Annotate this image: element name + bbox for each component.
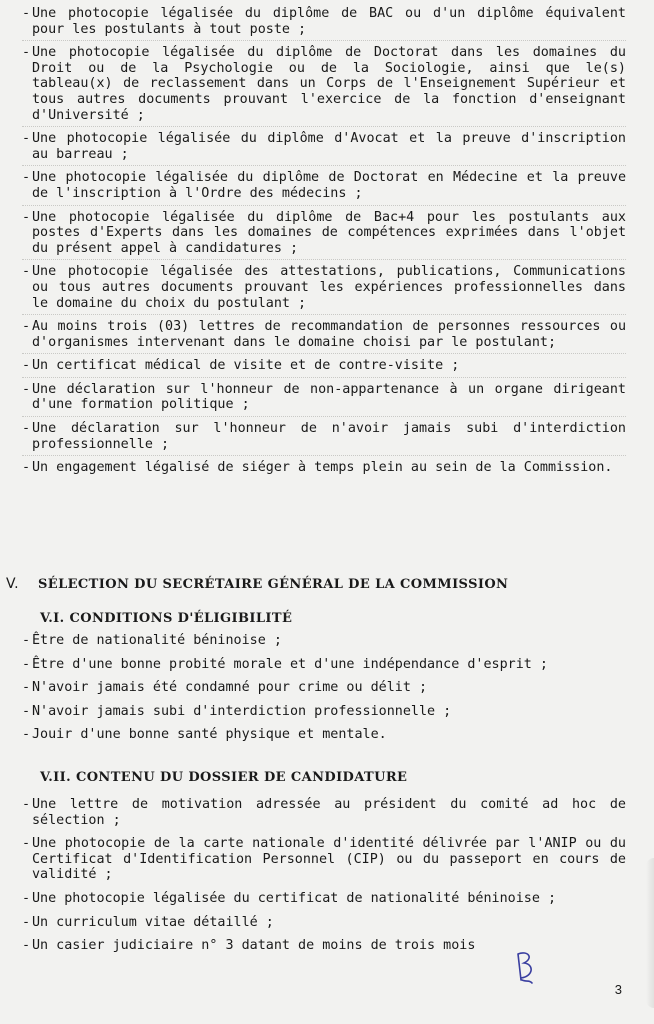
list-item-text: Un curriculum vitae détaillé ; [32,914,274,930]
page-number: 3 [614,982,622,997]
bullet-dash: - [22,209,31,225]
eligibility-conditions-heading: V.I. CONDITIONS D'ÉLIGIBILITÉ [40,611,293,626]
bullet-dash: - [22,633,31,648]
list-item [22,891,626,910]
list-item [22,633,626,652]
list-item-text: Une déclaration sur l'honneur de n'avoir jamais subi d'interdiction professionnelle ; [32,421,626,452]
list-item-text: Un engagement légalisé de siéger à temps plein au sein de la Commission. [32,460,613,476]
list-item-text: Une photocopie légalisée du diplôme de Doctorat en Médecine et la preuve de l'inscription à l'Ordre des médecins ; [32,170,626,201]
list-item-text: Une photocopie légalisée des attestations, publications, Communications ou tous autres documents prouvant les expériences professionnelles dans le domaine du choix du postulant ; [32,264,626,311]
bullet-dash: - [22,381,31,397]
list-item-text: Une photocopie de la carte nationale d'identité délivrée par l'ANIP ou du Certificat d'Identification Personnel (CIP) ou du passeport en cours de validité ; [32,836,626,883]
bullet-dash: - [22,703,31,719]
list-item [22,45,626,127]
list-item [22,460,626,479]
list-item [22,264,626,315]
list-item [22,915,626,934]
list-item-text: Une photocopie légalisée du diplôme de Doctorat dans les domaines du Droit ou de la Psychologie ou de la Sociologie, ainsi que le(s) tableau(x) de reclassement dans un Corps de l'Enseignement Supérieur et tous autres documents prouvant l'exercice de la fonction d'enseignant d'Université ; [32,45,626,123]
bullet-dash: - [22,358,31,374]
bullet-dash: - [22,45,31,61]
list-item-text: Une lettre de motivation adressée au président du comité ad hoc de sélection ; [32,797,626,828]
required-documents-list [22,6,626,483]
bullet-dash: - [22,890,31,906]
bullet-dash: - [22,460,31,476]
list-item [22,421,626,456]
list-item [22,131,626,166]
list-item [22,319,626,354]
page-curl-shadow [646,858,654,1008]
section-title: SÉLECTION DU SECRÉTAIRE GÉNÉRAL DE LA COMMISSION [37,577,509,592]
list-item [22,657,626,676]
eligibility-conditions-list [22,633,626,751]
application-content-list [22,797,626,962]
list-item [22,727,626,746]
list-item-text: Un casier judiciaire n° 3 datant de moins de trois mois [32,938,476,954]
list-item-text: N'avoir jamais été condamné pour crime ou délit ; [32,680,428,696]
list-item-text: N'avoir jamais subi d'interdiction professionnelle ; [32,703,452,719]
handwritten-initial-icon [512,950,538,984]
list-item [22,704,626,723]
list-item-text: Jouir d'une bonne santé physique et mentale. [32,727,387,743]
bullet-dash: - [22,656,31,672]
bullet-dash: - [22,914,31,930]
list-item-text: Une photocopie légalisée du certificat de nationalité béninoise ; [32,890,557,906]
bullet-dash: - [22,6,31,21]
list-item [22,680,626,699]
list-item-text: Au moins trois (03) lettres de recommandation de personnes ressources ou d'organismes intervenant dans le domaine choisi par le postulant; [32,319,626,350]
bullet-dash: - [22,680,31,696]
list-item [22,797,626,831]
bullet-dash: - [22,727,31,743]
list-item [22,382,626,417]
list-item-text: Être d'une bonne probité morale et d'une indépendance d'esprit ; [32,656,548,672]
list-item [22,358,626,378]
bullet-dash: - [22,131,31,147]
list-item [22,170,626,205]
list-item-text: Être de nationalité béninoise ; [32,633,282,648]
bullet-dash: - [22,836,31,852]
section-v-heading [6,576,508,592]
bullet-dash: - [22,797,31,812]
bullet-dash: - [22,938,31,954]
bullet-dash: - [22,421,31,437]
list-item [22,836,626,886]
list-item-text: Une photocopie légalisée du diplôme de BAC ou d'un diplôme équivalent pour les postulants à tout poste ; [32,6,626,37]
application-content-heading: V.II. CONTENU DU DOSSIER DE CANDIDATURE [40,770,408,785]
bullet-dash: - [22,319,31,335]
list-item-text: Un certificat médical de visite et de contre-visite ; [32,358,460,374]
list-item [22,210,626,261]
list-item [22,6,626,41]
list-item-text: Une déclaration sur l'honneur de non-appartenance à un organe dirigeant d'une formation politique ; [32,381,626,413]
section-number: V. [6,576,20,592]
list-item-text: Une photocopie légalisée du diplôme de Bac+4 pour les postulants aux postes d'Experts dans les domaines de compétences exprimées dans l'objet du présent appel à candidatures ; [32,209,626,256]
bullet-dash: - [22,264,31,280]
bullet-dash: - [22,170,31,186]
list-item-text: Une photocopie légalisée du diplôme d'Avocat et la preuve d'inscription au barreau ; [32,131,626,162]
